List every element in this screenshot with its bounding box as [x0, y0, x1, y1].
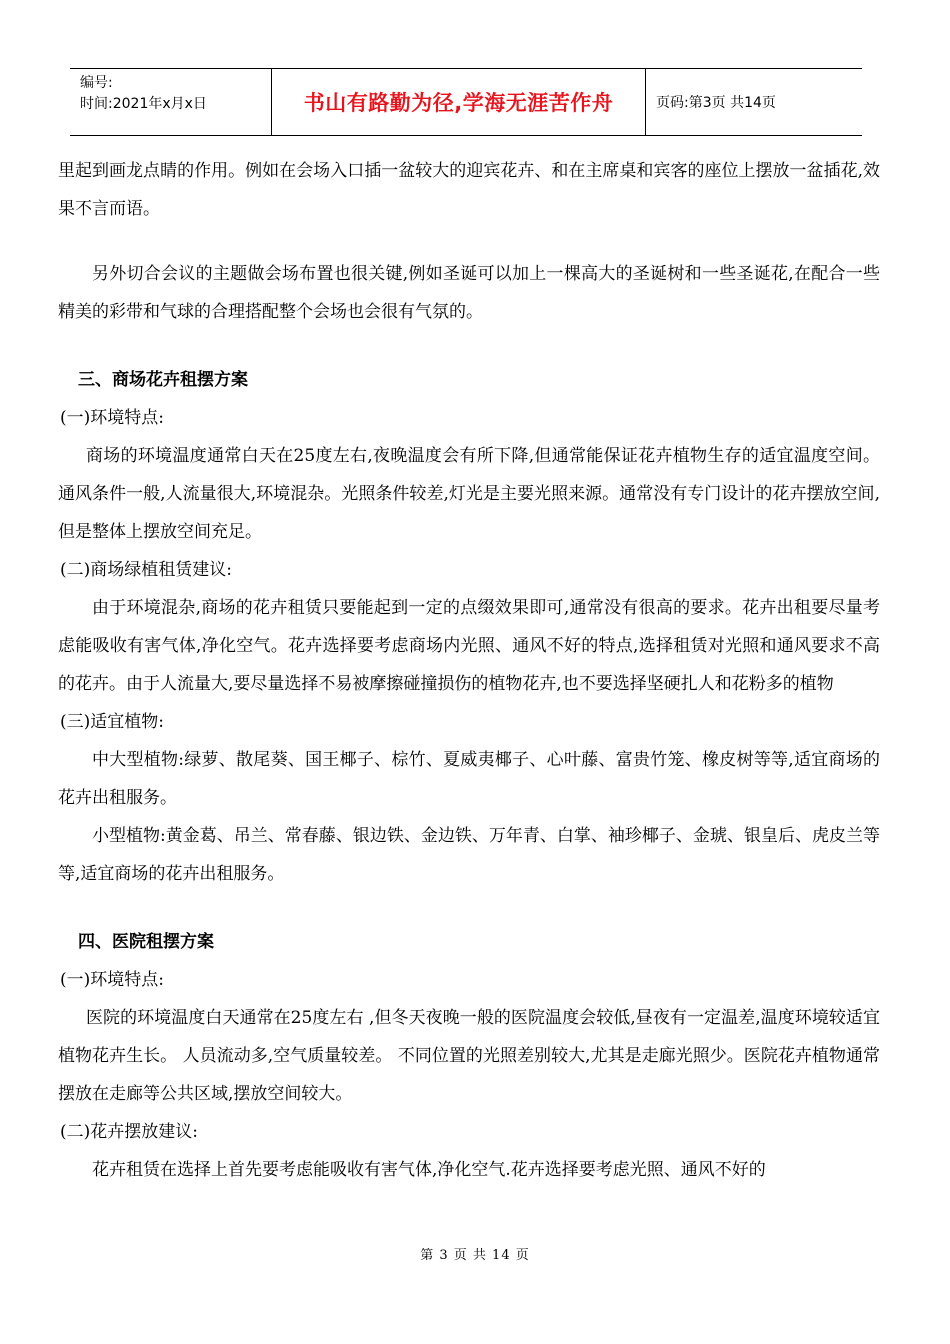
subheading: (二)商场绿植租赁建议:: [60, 560, 232, 580]
paragraph: 另外切合会议的主题做会场布置也很关键,例如圣诞可以加上一棵高大的圣诞树和一些圣诞花,在配合一些精美的彩带和气球的合理搭配整个会场也会很有气氛的。: [58, 264, 880, 322]
page-header: [70, 68, 862, 136]
paragraph: 由于环境混杂,商场的花卉租赁只要能起到一定的点缀效果即可,通常没有很高的要求。花卉出租要尽量考虑能吸收有害气体,净化空气。花卉选择要考虑商场内光照、通风不好的特点,选择租赁对光照和通风要求不高的花卉。由于人流量大,要尽量选择不易被摩擦碰撞损伤的植物花卉,也不要选择坚硬扎人和花粉多的植物: [58, 598, 880, 694]
section-heading: 三、商场花卉租摆方案: [78, 370, 248, 390]
header-page-info: 页码:第3页 共14页: [656, 95, 776, 111]
paragraph: 花卉租赁在选择上首先要考虑能吸收有害气体,净化空气.花卉选择要考虑光照、通风不好的: [92, 1160, 766, 1180]
paragraph: 小型植物:黄金葛、吊兰、常春藤、银边铁、金边铁、万年青、白掌、袖珍椰子、金琥、银皇后、虎皮兰等等,适宜商场的花卉出租服务。: [58, 826, 880, 884]
header-motto: 书山有路勤为径,学海无涯苦作舟: [272, 69, 646, 135]
paragraph: 中大型植物:绿萝、散尾葵、国王椰子、棕竹、夏威夷椰子、心叶藤、富贵竹笼、橡皮树等等,适宜商场的花卉出租服务。: [58, 750, 880, 808]
document-time: 时间:2021年x月x日: [80, 96, 207, 112]
header-meta: [70, 69, 272, 135]
paragraph: 商场的环境温度通常白天在25度左右,夜晚温度会有所下降,但通常能保证花卉植物生存的适宜温度空间。通风条件一般,人流量很大,环境混杂。光照条件较差,灯光是主要光照来源。通常没有专门设计的花卉摆放空间,但是整体上摆放空间充足。: [58, 446, 880, 542]
subheading: (三)适宜植物:: [60, 712, 164, 732]
subheading: (一)环境特点:: [60, 970, 164, 990]
page-footer: 第 3 页 共 14 页: [420, 1248, 530, 1263]
subheading: (一)环境特点:: [60, 408, 164, 428]
section-heading: 四、医院租摆方案: [78, 932, 214, 952]
paragraph: 里起到画龙点睛的作用。例如在会场入口插一盆较大的迎宾花卉、和在主席桌和宾客的座位上摆放一盆插花,效果不言而语。: [58, 161, 880, 219]
document-body: [58, 152, 880, 1189]
subheading: (二)花卉摆放建议:: [60, 1122, 198, 1142]
document-number-label: 编号:: [80, 75, 113, 91]
paragraph: 医院的环境温度白天通常在25度左右 ,但冬天夜晚一般的医院温度会较低,昼夜有一定温差,温度环境较适宜植物花卉生长。 人员流动多,空气质量较差。 不同位置的光照差别较大,尤其是走廊光照少。医院花卉植物通常摆放在走廊等公共区域,摆放空间较大。: [58, 1008, 880, 1104]
